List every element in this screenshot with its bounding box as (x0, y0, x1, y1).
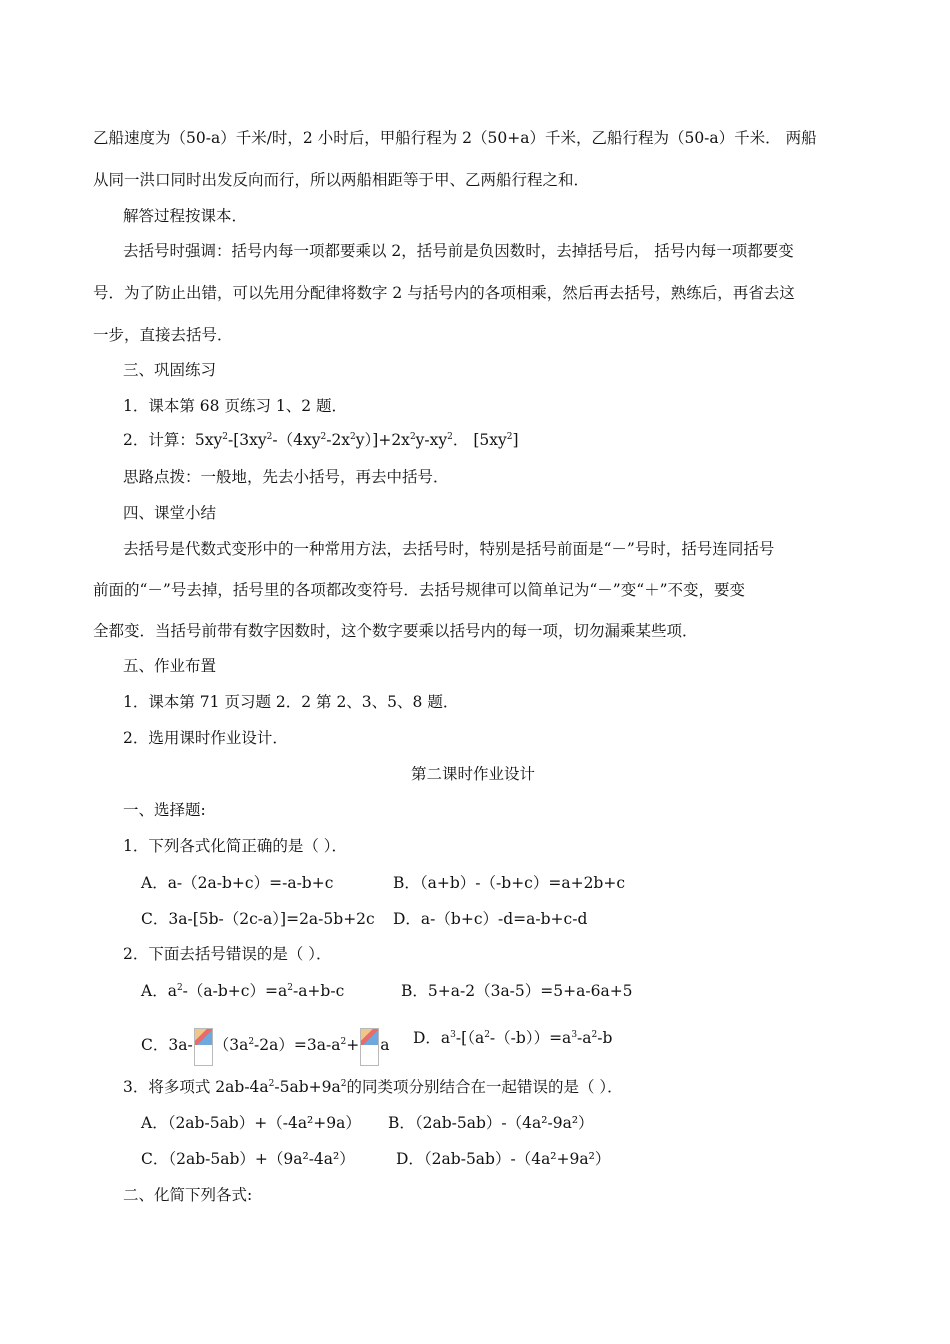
formula-image-placeholder (194, 1028, 213, 1066)
option-a: A．$a^2-(a-b+c)=a^2-a+b-c$ (141, 982, 345, 1000)
section-heading: 一、选择题: (123, 801, 206, 819)
paragraph-line: 前面的“－”号去掉，括号里的各项都改变符号．去括号规律可以简单记为“－”变“＋”不变，要变 (93, 581, 746, 599)
section-heading: 五、作业布置 (123, 657, 217, 675)
option-c: C．（2ab-5ab）+（9a²-4a²） (141, 1150, 355, 1168)
exercise-item-calc: 2．计算：$5xy^2-[3xy^2-(4xy^2-2x^2y)]+2x^2y-xy^2$． $[5xy^2]$ (123, 431, 519, 449)
paragraph-line: 去括号是代数式变形中的一种常用方法，去括号时，特别是括号前面是“－”号时，括号连同括号 (123, 540, 775, 558)
paragraph-line: 解答过程按课本． (123, 207, 248, 225)
exercise-item: 1．课本第 68 页练习 1、2 题． (123, 397, 348, 415)
section-heading: 二、化简下列各式: (123, 1186, 253, 1204)
option-b: B．5+a-2（3a-5）=5+a-6a+5 (401, 982, 633, 1000)
question-stem: 3．将多项式 $2ab-4a^2-5ab+9a^2$的同类项分别结合在一起错误的是（ ）． (123, 1078, 623, 1096)
paragraph-line: 从同一洪口同时出发反向而行，所以两船相距等于甲、乙两船行程之和． (93, 171, 590, 189)
formula-image-placeholder (360, 1028, 379, 1066)
paragraph-line: 全都变．当括号前带有数字因数时，这个数字要乘以括号内的每一项，切勿漏乘某些项． (93, 622, 698, 640)
homework-item: 2．选用课时作业设计． (123, 729, 288, 747)
section-title: 第二课时作业设计 (411, 765, 536, 783)
paragraph-line: 一步，直接去括号． (93, 326, 233, 344)
option-d: D．$a^3-[(a^2-(-b))=a^3-a^2-b$ (413, 1029, 613, 1047)
paragraph-line: 乙船速度为（50-a）千米/时，2 小时后，甲船行程为 2（50+a）千米，乙船行程为（50-a）千米． 两船 (93, 129, 817, 147)
hint-line: 思路点拨：一般地，先去小括号，再去中括号． (123, 468, 449, 486)
question-stem: 2．下面去括号错误的是（ ）． (123, 945, 332, 963)
option-b: B．（a+b）-（-b+c）=a+2b+c (393, 874, 626, 892)
option-b: B．（2ab-5ab）-（4a²-9a²） (388, 1114, 594, 1132)
option-a: A．a-（2a-b+c）=-a-b+c (141, 874, 334, 892)
homework-item: 1．课本第 71 页习题 2．2 第 2、3、5、8 题． (123, 693, 459, 711)
option-a: A．（2ab-5ab）+（-4a²+9a） (141, 1114, 361, 1132)
section-heading: 三、巩固练习 (123, 361, 217, 379)
question-stem: 1．下列各式化简正确的是（ ）． (123, 837, 348, 855)
option-d: D．a-（b+c）-d=a-b+c-d (393, 910, 588, 928)
paragraph-line: 去括号时强调：括号内每一项都要乘以 2，括号前是负因数时，去掉括号后， 括号内每一项都要变 (123, 242, 794, 260)
option-c: C．3a-[5b-（2c-a）]=2a-5b+2c (141, 910, 375, 928)
section-heading: 四、课堂小结 (123, 504, 217, 522)
option-d: D．（2ab-5ab）-（4a²+9a²） (396, 1150, 611, 1168)
paragraph-line: 号．为了防止出错，可以先用分配律将数字 2 与括号内的各项相乘，然后再去括号，熟练后，再省去这 (93, 284, 795, 302)
option-c: C．3a- $(3a^2-2a)=3a-a^2+$ a (141, 1028, 389, 1066)
